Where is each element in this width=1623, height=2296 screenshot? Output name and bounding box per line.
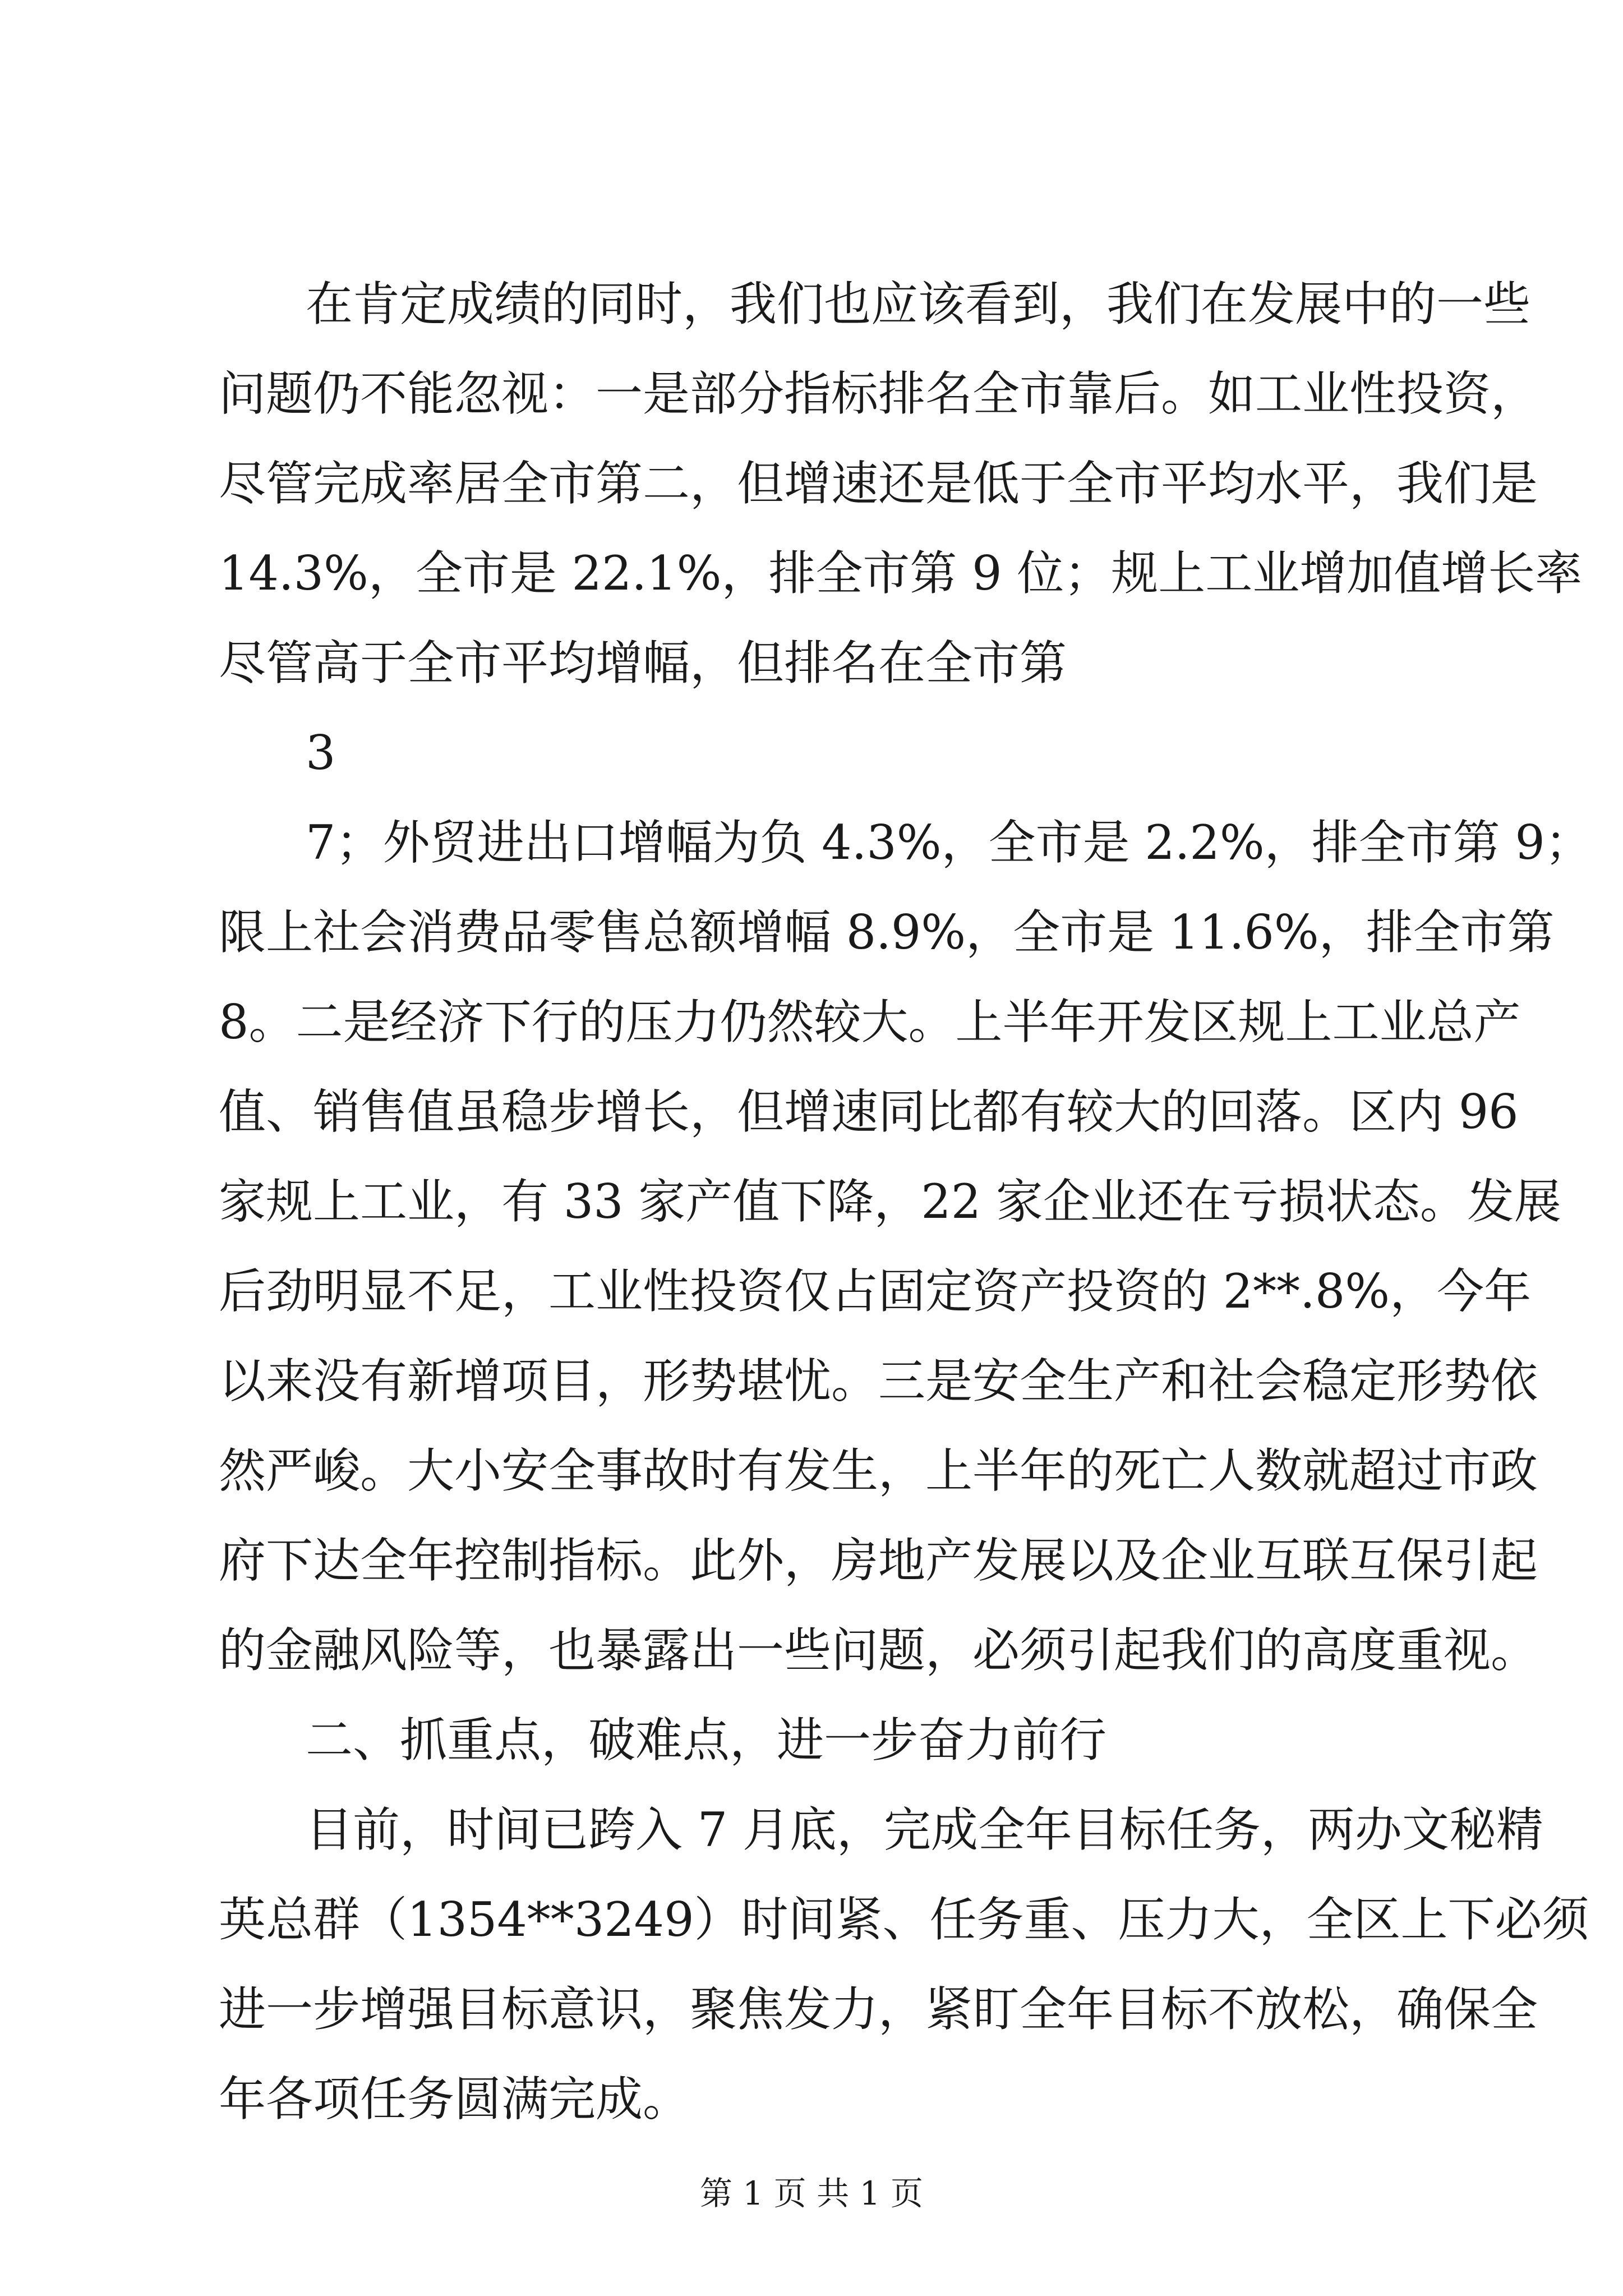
- paragraph-line: 7；外贸进出口增幅为负 4.3%，全市是 2.2%，排全市第 9；: [306, 815, 1592, 870]
- paragraph-line: 在肯定成绩的同时，我们也应该看到，我们在发展中的一些: [306, 277, 1531, 332]
- section-heading: 二、抓重点，破难点，进一步奋力前行: [306, 1713, 1107, 1768]
- page-footer: 第 1 页 共 1 页: [700, 2174, 923, 2212]
- paragraph-line: 14.3%，全市是 22.1%，排全市第 9 位；规上工业增加值增长率: [219, 546, 1583, 601]
- paragraph-line: 进一步增强目标意识，聚焦发力，紧盯全年目标不放松，确保全: [219, 1982, 1538, 2037]
- paragraph-line: 年各项任务圆满完成。: [219, 2072, 690, 2127]
- paragraph-line: 问题仍不能忽视：一是部分指标排名全市靠后。如工业性投资，: [219, 366, 1538, 421]
- page-number-marker: 3: [306, 725, 336, 780]
- paragraph-line: 的金融风险等，也暴露出一些问题，必须引起我们的高度重视。: [219, 1623, 1538, 1678]
- paragraph-line: 后劲明显不足，工业性投资仅占固定资产投资的 2**.8%，今年: [219, 1264, 1532, 1319]
- paragraph-line: 值、销售值虽稳步增长，但增速同比都有较大的回落。区内 96: [219, 1084, 1519, 1139]
- paragraph-line: 府下达全年控制指标。此外，房地产发展以及企业互联互保引起: [219, 1533, 1538, 1588]
- paragraph-line: 尽管高于全市平均增幅，但排名在全市第: [219, 636, 1067, 691]
- paragraph-line: 8。二是经济下行的压力仍然较大。上半年开发区规上工业总产: [219, 995, 1521, 1050]
- paragraph-line: 家规上工业，有 33 家产值下降，22 家企业还在亏损状态。发展: [219, 1174, 1561, 1229]
- paragraph-line: 目前，时间已跨入 7 月底，完成全年目标任务，两办文秘精: [306, 1802, 1543, 1857]
- paragraph-line: 以来没有新增项目，形势堪忧。三是安全生产和社会稳定形势依: [219, 1354, 1538, 1409]
- paragraph-line: 然严峻。大小安全事故时有发生，上半年的死亡人数就超过市政: [219, 1443, 1538, 1498]
- paragraph-line: 尽管完成率居全市第二，但增速还是低于全市平均水平，我们是: [219, 456, 1538, 511]
- paragraph-line: 限上社会消费品零售总额增幅 8.9%，全市是 11.6%，排全市第: [219, 905, 1555, 960]
- paragraph-line: 英总群（1354**3249）时间紧、任务重、压力大，全区上下必须: [219, 1892, 1589, 1947]
